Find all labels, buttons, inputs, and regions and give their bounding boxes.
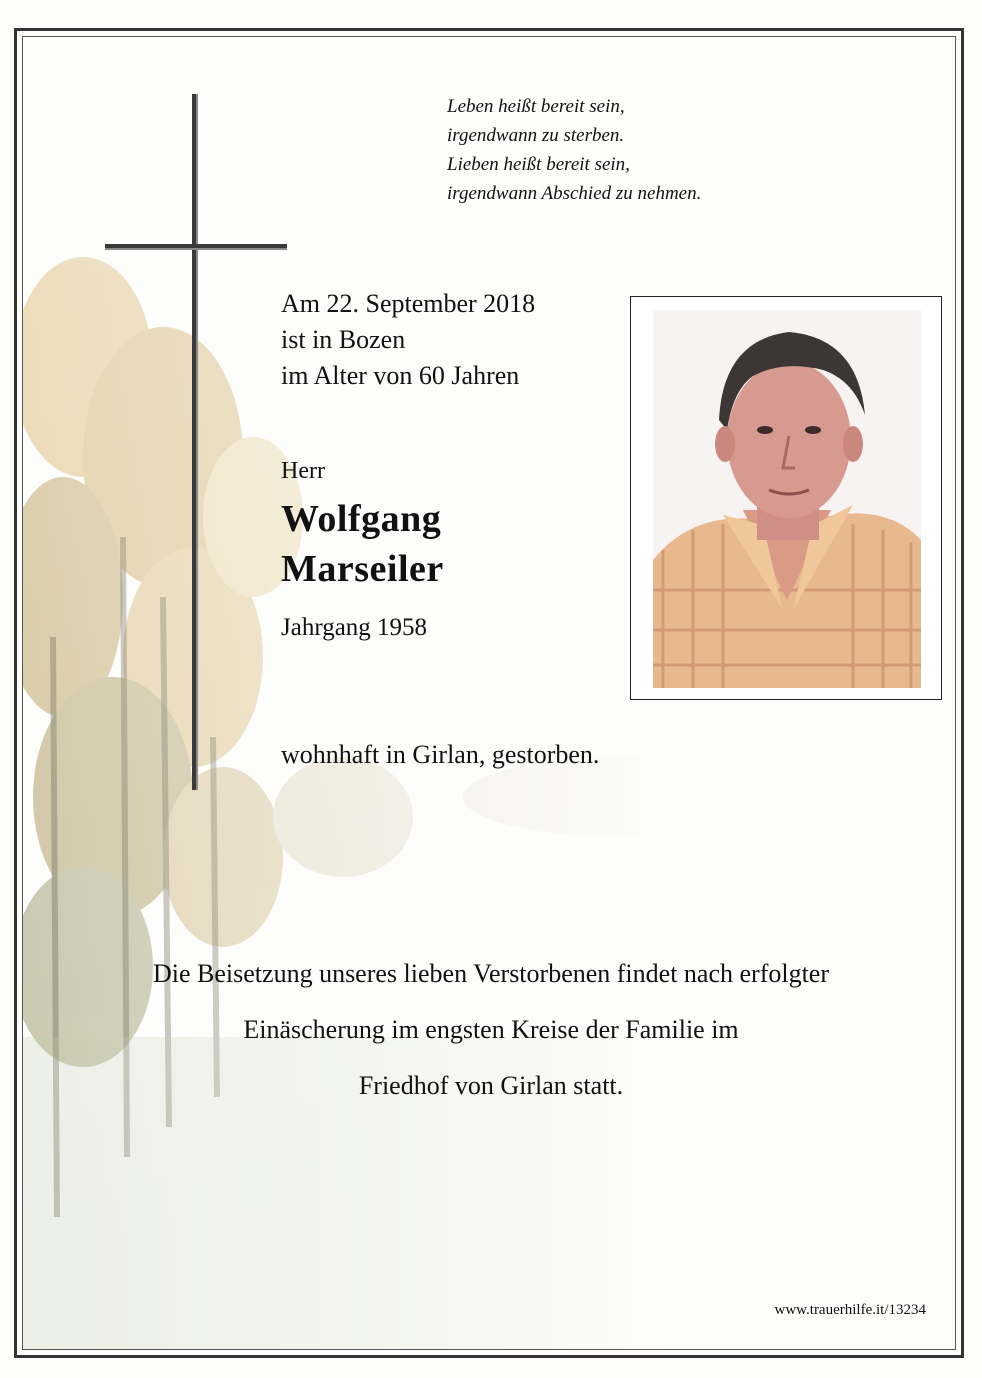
first-name: Wolfgang: [281, 498, 442, 540]
funeral-notice: [60, 946, 922, 1114]
death-place: ist in Bozen: [281, 325, 406, 354]
birth-year: Jahrgang 1958: [281, 614, 428, 641]
poem-line: irgendwann Abschied zu nehmen.: [447, 183, 702, 204]
honorific: Herr: [281, 458, 325, 484]
poem-line: Leben heißt bereit sein,: [447, 96, 625, 117]
cross-horizontal-bar: [105, 244, 287, 250]
residence-line: wohnhaft in Girlan, gestorben.: [281, 740, 600, 769]
death-announcement: [281, 286, 535, 394]
deceased-name: [281, 494, 444, 594]
poem-line: irgendwann zu sterben.: [447, 125, 625, 146]
cross-vertical-bar: [192, 94, 198, 790]
memorial-poem: [447, 92, 701, 208]
death-date: Am 22. September 2018: [281, 289, 536, 318]
age-at-death: im Alter von 60 Jahren: [281, 361, 520, 390]
website-link[interactable]: www.trauerhilfe.it/13234: [774, 1302, 926, 1318]
portrait-photo: [653, 310, 921, 688]
last-name: Marseiler: [281, 548, 444, 590]
poem-line: Lieben heißt bereit sein,: [447, 154, 630, 175]
funeral-line: Die Beisetzung unseres lieben Verstorbenen findet nach erfolgter: [153, 959, 829, 988]
funeral-line: Einäscherung im engsten Kreise der Familie im: [243, 1015, 739, 1044]
funeral-line: Friedhof von Girlan statt.: [358, 1071, 624, 1100]
